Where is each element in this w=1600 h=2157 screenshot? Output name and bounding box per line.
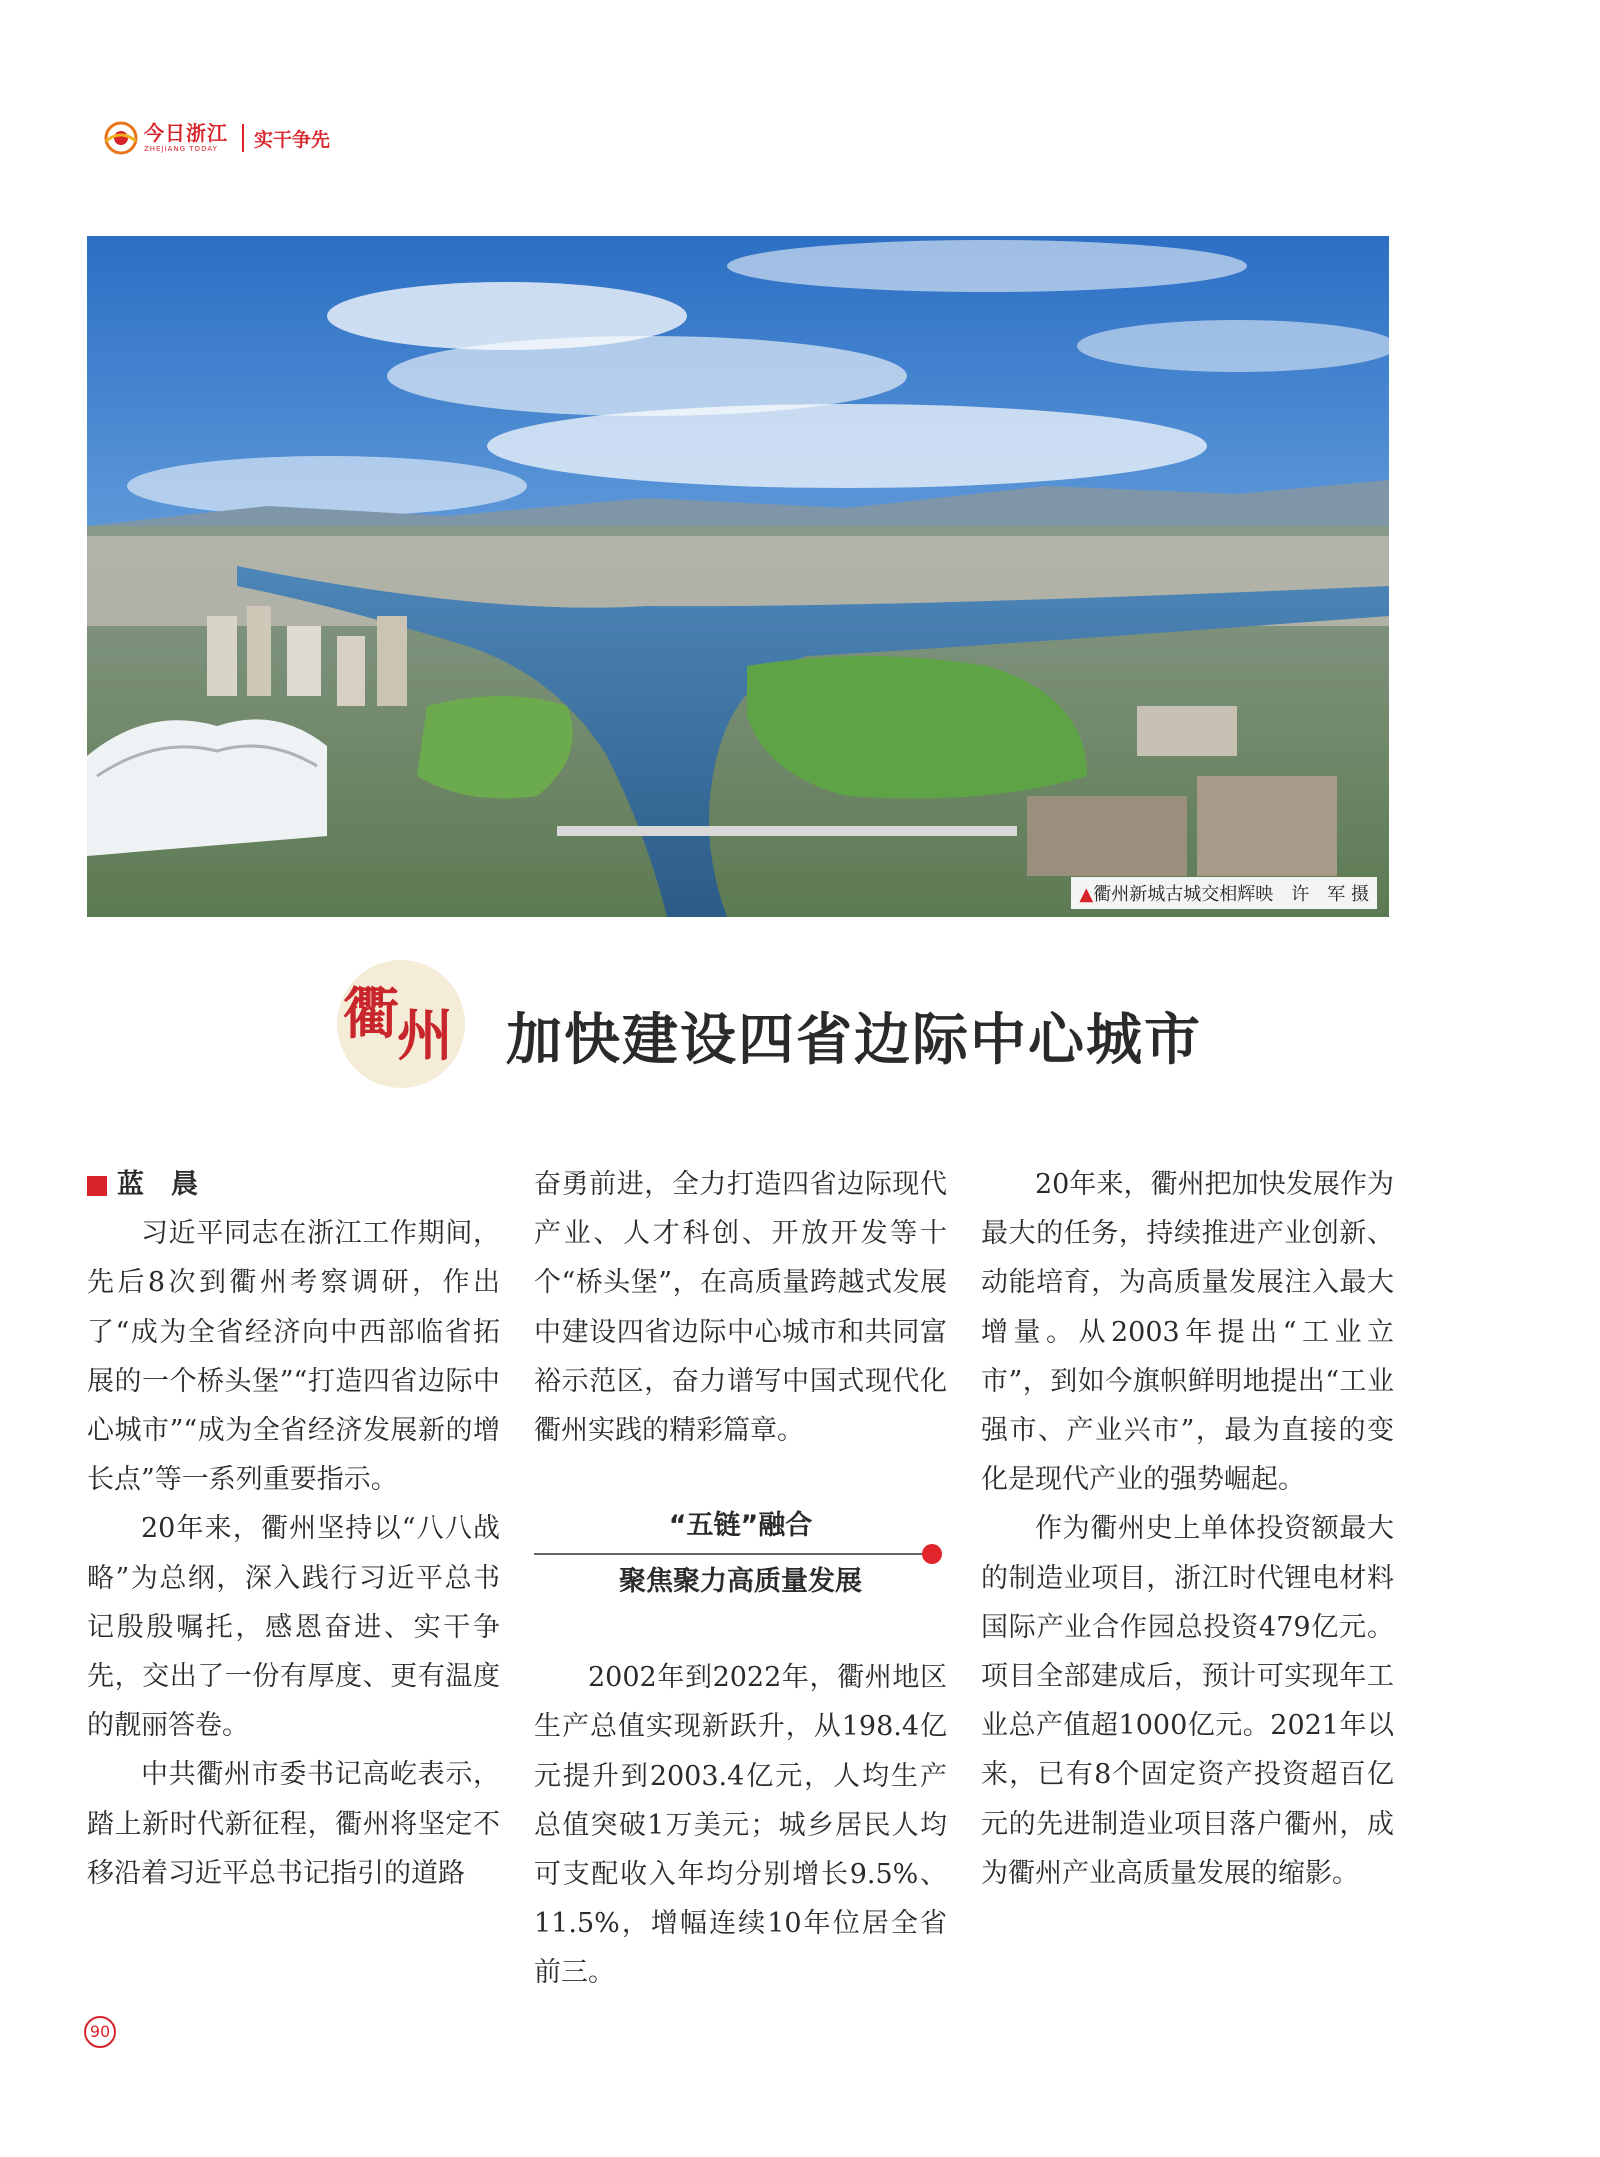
column-1 <box>87 1160 500 1898</box>
logo-english: ZHEJIANG TODAY <box>144 145 218 153</box>
page-number: 90 <box>84 2016 116 2048</box>
paragraph: 中共衢州市委书记高屹表示，踏上新时代新征程，衢州将坚定不移沿着习近平总书记指引的道路 <box>87 1759 500 1889</box>
aerial-city-photo <box>87 236 1389 917</box>
header-divider <box>242 124 244 152</box>
article-title: 加快建设四省边际中心城市 <box>506 1007 1202 1073</box>
author-byline <box>87 1160 500 1209</box>
logo-icon <box>104 121 138 155</box>
paragraph: 20年来，衢州把加快发展作为最大的任务，持续推进产业创新、动能培育，为高质量发展注入最大增量。从2003年提出“工业立市”，到如今旗帜鲜明地提出“工业强市、产业兴市”，最为直接的变化是现代产业的强势崛起。 <box>981 1169 1394 1496</box>
paragraph: 习近平同志在浙江工作期间，先后8次到衢州考察调研，作出了“成为全省经济向中西部临省拓展的一个桥头堡”“打造四省边际中心城市”“成为全省经济发展新的增长点”等一系列重要指示。 <box>87 1218 500 1496</box>
logo <box>144 123 228 153</box>
photo-credit: 许 军 摄 <box>1291 884 1369 905</box>
section-label: 实干争先 <box>254 128 331 151</box>
column-2 <box>534 1160 947 1998</box>
title-city-char-2: 州 <box>397 1003 451 1069</box>
paragraph: 作为衢州史上单体投资额最大的制造业项目，浙江时代锂电材料国际产业合作园总投资479亿元。项目全部建成后，预计可实现年工业总产值超1000亿元。2021年以来，已有8个固定资产投资超百亿元的先进制造业项目落户衢州，成为衢州产业高质量发展的缩影。 <box>981 1513 1394 1889</box>
subheading-line-2: 聚焦聚力高质量发展 <box>619 1566 862 1598</box>
caption-triangle-icon: ▲ <box>1079 884 1094 905</box>
author-name: 蓝 晨 <box>117 1169 198 1200</box>
subheading-rule <box>534 1553 932 1555</box>
magazine-header <box>104 118 330 158</box>
paragraph: 奋勇前进，全力打造四省边际现代产业、人才科创、开放开发等十个“桥头堡”，在高质量跨越式发展中建设四省边际中心城市和共同富裕示范区，奋力谱写中国式现代化衢州实践的精彩篇章。 <box>534 1169 947 1447</box>
paragraph: 2002年到2022年，衢州地区生产总值实现新跃升，从198.4亿元提升到2003.4亿元，人均生产总值突破1万美元；城乡居民人均可支配收入年均分别增长9.5%、11.5%，增幅连续10年位居全省前三。 <box>534 1662 947 1989</box>
title-city-name <box>343 981 451 1069</box>
title-city-char-1: 衢 <box>343 981 397 1047</box>
column-3 <box>981 1160 1394 1898</box>
paragraph: 20年来，衢州坚持以“八八战略”为总纲，深入践行习近平总书记殷殷嘱托，感恩奋进、实干争先，交出了一份有厚度、更有温度的靓丽答卷。 <box>87 1513 500 1742</box>
photo-caption <box>1071 877 1377 909</box>
subheading-line-1: “五链”融合 <box>668 1510 813 1542</box>
caption-text: 衢州新城古城交相辉映 <box>1093 884 1274 905</box>
subheading <box>534 1503 947 1605</box>
byline-square-icon <box>87 1176 107 1196</box>
logo-name: 今日浙江 <box>144 121 228 145</box>
